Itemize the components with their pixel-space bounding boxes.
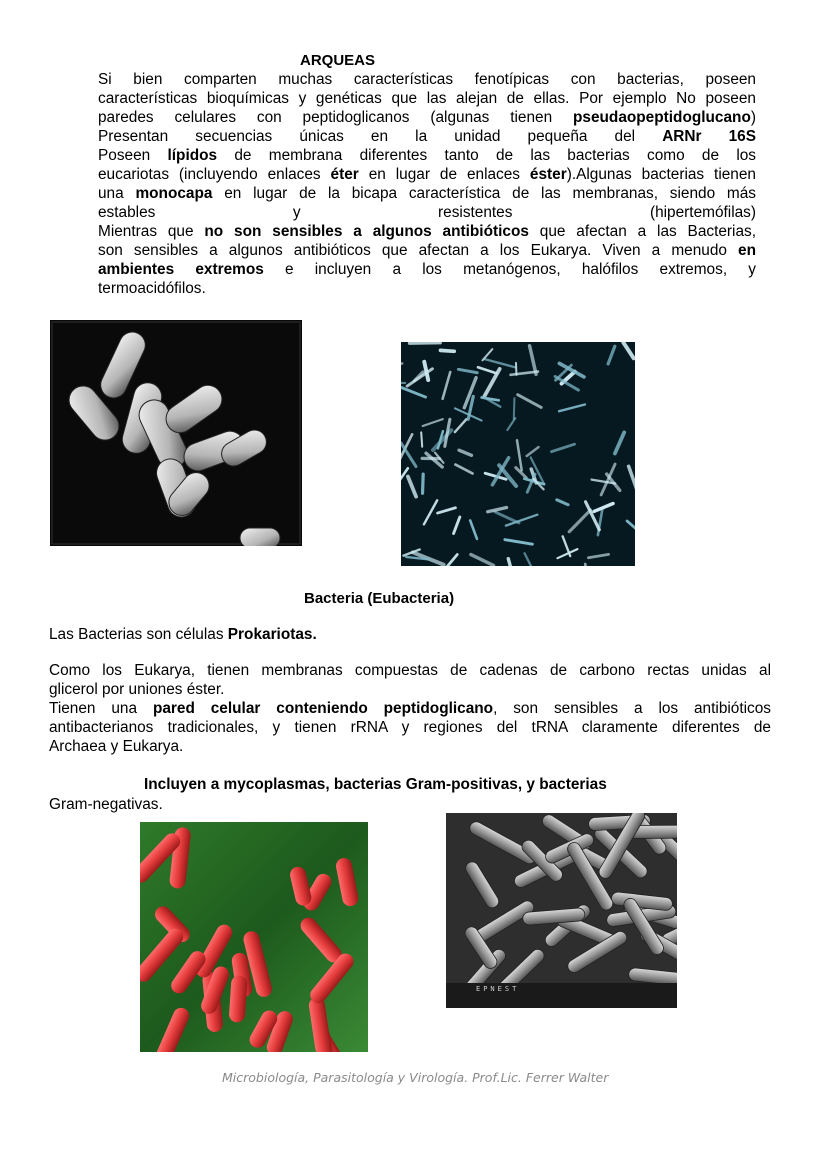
text-line xyxy=(49,699,771,718)
text-run: Tienen una xyxy=(49,700,153,717)
gray-sem-graphic xyxy=(446,813,677,1008)
text-run: glicerol por uniones éster. xyxy=(49,681,225,698)
text-line xyxy=(98,222,756,241)
text-run: Las Bacterias son células xyxy=(49,626,228,643)
text-run: estables y resistentes (hipertemófilas) xyxy=(98,204,756,221)
rod-shape xyxy=(423,474,424,493)
text-line xyxy=(98,279,756,298)
bold-term: lípidos xyxy=(167,147,218,164)
rod-shape xyxy=(440,350,454,351)
section-title-bacteria: Bacteria (Eubacteria) xyxy=(304,590,455,607)
text-line xyxy=(98,89,756,108)
text-run: eucariotas (incluyendo enlaces xyxy=(98,166,331,183)
text-run: , son sensibles a los antibióticos xyxy=(493,700,771,717)
red-rod-shape xyxy=(229,975,248,1023)
text-line xyxy=(49,661,771,680)
text-run: termoacidófilos. xyxy=(98,280,206,297)
text-line xyxy=(98,165,756,184)
bold-term: no son sensibles a algunos antibióticos xyxy=(204,223,529,240)
bold-term: pseudaopeptidoglucano xyxy=(573,109,751,126)
text-run: que afectan a las Bacterias, xyxy=(528,223,756,240)
bold-term: éter xyxy=(330,166,359,183)
text-run: son sensibles a algunos antibióticos que afectan a los Eukarya. Viven a menudo xyxy=(98,242,739,259)
text-line xyxy=(98,241,756,260)
text-line xyxy=(98,146,756,165)
bold-term: éster xyxy=(529,166,567,183)
text-run: una xyxy=(98,185,136,202)
bold-term: pared celular conteniendo peptidoglicano xyxy=(152,700,494,717)
text-run: Si bien comparten muchas características fenotípicas con bacterias, poseen xyxy=(98,71,756,88)
text-line xyxy=(98,127,756,146)
text-run: Como los Eukarya, tienen membranas compuestas de cadenas de carbono rectas unidas al xyxy=(49,662,771,679)
text-run: Poseen xyxy=(98,147,168,164)
red-bacteria-image xyxy=(140,822,368,1052)
text-run: de membrana diferentes tanto de las bacterias como de los xyxy=(217,147,756,164)
rod-shape xyxy=(514,398,515,419)
text-line xyxy=(49,737,771,756)
archaea-sem-image xyxy=(50,320,302,546)
sem-caption: EPNEST xyxy=(476,985,520,993)
text-run: en lugar de la bicapa característica de las membranas, siendo más xyxy=(212,185,756,202)
text-run: en lugar de enlaces xyxy=(358,166,530,183)
text-run: ).Algunas bacterias tienen xyxy=(566,166,756,183)
section-title-arqueas: ARQUEAS xyxy=(300,52,376,69)
bacteria-include-rest: Gram-negativas. xyxy=(49,796,163,813)
text-run: características bioquímicas y genéticas que las alejan de ellas. Por ejemplo No poseen xyxy=(98,90,756,107)
bold-term: Prokariotas. xyxy=(227,626,317,643)
text-line xyxy=(98,184,756,203)
text-run: Archaea y Eukarya. xyxy=(49,738,184,755)
rod-shape xyxy=(585,564,586,566)
text-run: Mientras que xyxy=(98,223,205,240)
bold-term: ARNr 16S xyxy=(662,128,757,145)
text-run: ) xyxy=(750,109,756,126)
text-run: antibacterianos tradicionales, y tienen rRNA y regiones del tRNA claramente diferentes de xyxy=(49,719,771,736)
text-line xyxy=(49,625,317,644)
blue-rods-graphic xyxy=(401,342,635,566)
text-run: Presentan secuencias únicas en la unidad pequeña del xyxy=(98,128,663,145)
gray-sem-bacteria-image xyxy=(446,813,677,1008)
text-line xyxy=(98,260,756,279)
page-footer: Microbiología, Parasitología y Virología. Prof.Lic. Ferrer Walter xyxy=(222,1070,609,1085)
archaea-sem-graphic xyxy=(50,320,302,546)
text-line xyxy=(49,718,771,737)
bold-term: ambientes extremos xyxy=(98,261,264,278)
text-run: e incluyen a los metanógenos, halófilos extremos, y xyxy=(263,261,756,278)
text-line xyxy=(98,70,756,89)
red-bacteria-graphic xyxy=(140,822,368,1052)
bold-term: en xyxy=(738,242,756,259)
rod-shape xyxy=(421,432,422,446)
arqueas-paragraph xyxy=(98,70,756,298)
text-line xyxy=(49,680,771,699)
bacteria-include-bold: Incluyen a mycoplasmas, bacterias Gram-positivas, y bacterias xyxy=(144,776,607,793)
archaea-blue-rods-image xyxy=(401,342,635,566)
bold-term: monocapa xyxy=(135,185,213,202)
text-run: paredes celulares con peptidoglicanos (algunas tienen xyxy=(98,109,573,126)
bacteria-paragraph xyxy=(49,661,771,756)
bacteria-intro xyxy=(49,625,317,644)
text-line xyxy=(98,108,756,127)
text-line xyxy=(98,203,756,222)
